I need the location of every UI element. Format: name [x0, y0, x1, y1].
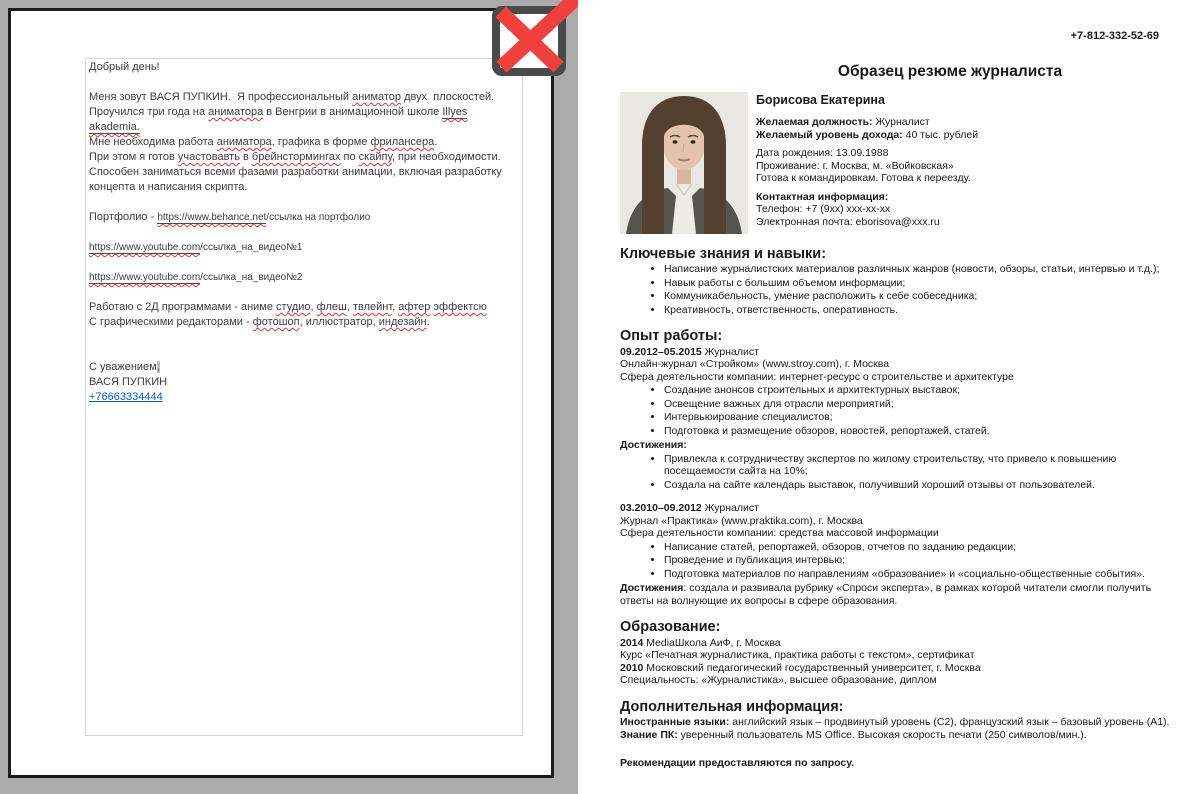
rejected-cross-icon: [487, 0, 579, 80]
relocation: Готова к командировкам. Готова к переезду.: [756, 172, 971, 184]
text-segment: С уважением: [89, 361, 157, 373]
letter-line: [89, 315, 519, 330]
text-segment: Работаю с 2Д программами - аниме: [89, 301, 277, 313]
duty-item: • Интервьюирование специалистов;: [664, 411, 1180, 424]
duty-item: • Подготовка материалов по направлениям «образование» и «социально-общественные события».: [664, 568, 1180, 581]
candidate-name: Борисова Екатерина: [756, 92, 885, 107]
letter-line: [89, 90, 519, 105]
text-segment: Портфолио -: [89, 211, 158, 223]
residence: Проживание: г. Москва, м. «Войковская»: [756, 159, 954, 172]
text-segment: https://www.youtube.com: [89, 242, 201, 253]
letter-line: [89, 285, 519, 300]
additional-item: Знание ПК: уверенный пользователь MS Office. Высокая скорость печати (250 символов/мин.).: [620, 728, 1087, 741]
text-segment: Проучился три года на: [89, 106, 209, 118]
resume-panel: [578, 0, 1194, 794]
duty-item: • Создание анонсов строительных и архитектурных выставок;: [664, 384, 1180, 397]
achievements-heading: Достижения:: [620, 439, 687, 451]
letter-line: [89, 225, 519, 240]
text-segment: аниматор: [352, 91, 402, 103]
contact-email: Электронная почта: eborisova@xxx.ru: [756, 215, 940, 228]
education-item: Специальность: «Журналистика», высшее образование, диплом: [620, 674, 937, 686]
letter-line: [89, 75, 519, 90]
text-segment: Способен заниматься всеми фазами разработки анимации, включая разработку: [89, 166, 502, 178]
skill-item: • Креативность, ответственность, оперативность.: [664, 304, 1180, 317]
skill-item: • Написание журналистских материалов различных жанров (новости, обзоры, статьи, интервью и т.д.);: [664, 263, 1180, 276]
resume-header: [620, 92, 1180, 234]
letter-line: [89, 165, 519, 180]
text-segment: С графическими редакторами -: [89, 316, 253, 328]
letter-line: [89, 300, 519, 315]
text-segment: akademia.: [89, 121, 140, 133]
text-segment: эффектсю: [433, 301, 487, 313]
letter-line: [89, 210, 519, 225]
job-period-role: 09.2012–05.2015 Журналист: [620, 345, 759, 358]
letter-line: [89, 195, 519, 210]
education-item: Курс «Печатная журналистика, практика работы с текстом», сертификат: [620, 649, 975, 661]
additional-list: [620, 716, 1180, 741]
text-segment: ВАСЯ ПУПКИН: [89, 376, 168, 388]
letter-line: [89, 180, 519, 195]
education-heading: Образование:: [620, 619, 721, 635]
text-segment: .: [434, 136, 438, 148]
skill-item: • Навык работы с большим объемом информации;: [664, 277, 1180, 290]
letter-line: [89, 345, 519, 360]
skills-heading: Ключевые знания и навыки:: [620, 245, 827, 262]
text-segment: ,: [310, 301, 317, 313]
text-segment: , графика в форме: [271, 136, 371, 148]
duty-item: • Написание статей, репортажей, обзоров, отчетов по заданию редакции;: [664, 541, 1180, 554]
job-achievements-list: [620, 453, 1180, 492]
desired-position: Желаемая должность: Журналист: [756, 116, 930, 128]
achievement-item: • Создала на сайте календарь выставок, получивший хороший отзывы от пользователей.: [664, 479, 1180, 492]
text-segment: Illyes: [442, 106, 468, 118]
skills-list: [620, 263, 1180, 316]
resume-contact-block: [756, 92, 978, 234]
experience-heading: Опыт работы:: [620, 328, 723, 344]
contact-phone: Телефон: +7 (9хх) ххх-хх-хх: [756, 203, 891, 215]
letter-line: [89, 60, 519, 75]
letter-line: [89, 330, 519, 345]
phone-link[interactable]: +76663334444: [89, 391, 163, 403]
job-company: Онлайн-журнал «Стройком» (www.stroy.com), г. Москва: [620, 358, 890, 370]
text-segment: , при необходимости.: [391, 151, 501, 163]
letter-panel: [0, 0, 578, 794]
letter-line: [89, 255, 519, 270]
job-entry-2: [620, 502, 1180, 607]
text-segment: При этом я готов: [89, 151, 178, 163]
candidate-photo: [620, 92, 748, 234]
text-segment: в Венгрии в анимационной школе: [263, 106, 443, 118]
job-sphere: Сфера деятельности компании: интернет-ресурс о строительстве и архитектуре: [620, 370, 1014, 383]
additional-heading: Дополнительная информация:: [620, 698, 844, 715]
text-segment: /ссылка_на_видео№1: [200, 242, 303, 253]
letter-page: [8, 8, 554, 778]
text-segment: твлейнт: [352, 301, 393, 313]
achievement-item: • Привлекла к сотрудничеству экспертов по жилому строительству, что привело к повышению посещаемости сайта на 10%;: [664, 453, 1180, 478]
letter-line: [89, 360, 519, 375]
letter-line: [89, 270, 519, 285]
text-segment: фрилансера: [370, 136, 435, 148]
text-segment: индезайн: [378, 316, 427, 328]
text-segment: двух плоскостей.: [401, 91, 495, 103]
education-item: 2014 MediaШкола АиФ, г. Москва: [620, 636, 781, 649]
text-segment: концепта и написания скрипта.: [89, 181, 248, 193]
letter-line: [89, 150, 519, 165]
text-segment: в: [239, 151, 252, 163]
education-item: 2010 Московский педагогический государственный университет, г. Москва: [620, 661, 981, 674]
text-segment: по: [340, 151, 359, 163]
job-period-role: 03.2010–09.2012 Журналист: [620, 502, 759, 514]
text-segment: https://www.youtube.com: [89, 272, 201, 283]
birth-date: Дата рождения: 13.09.1988: [756, 147, 889, 159]
text-segment: https://www.behance.net: [157, 212, 267, 223]
letter-line: [89, 240, 519, 255]
achievements-paragraph: Достижения: создала и развивала рубрику «Спроси эксперта», в рамках которой читатели смогли получить ответы на волнующие их вопросы в сфере образования.: [620, 582, 1152, 607]
duty-item: • Проведение и публикация интервью;: [664, 554, 1180, 567]
text-segment: скайпу: [358, 151, 392, 163]
text-segment: Добрый день!: [89, 61, 160, 73]
text-segment: аниматора: [208, 106, 264, 118]
text-segment: , иллюстратор,: [299, 316, 379, 328]
job-duties-list: [620, 541, 1180, 581]
duty-item: • Подготовка и размещение обзоров, новостей, репортажей, статей.: [664, 425, 1180, 438]
letter-line: [89, 135, 519, 150]
page-title: Образец резюме журналиста: [837, 63, 1063, 80]
text-segment: Мне необходима работа: [89, 136, 217, 148]
skill-item: • Коммуникабельность, умение расположить к себе собеседника;: [664, 290, 1180, 303]
desired-income: Желаемый уровень дохода: 40 тыс. рублей: [756, 128, 979, 141]
resume-phone: +7-812-332-52-69: [1070, 30, 1159, 42]
text-segment: фотошоп: [252, 316, 300, 328]
text-segment: афтер: [398, 301, 431, 313]
job-duties-list: [620, 384, 1180, 437]
text-segment: студио: [276, 301, 311, 313]
text-segment: ,: [156, 361, 160, 373]
contacts-heading: Контактная информация:: [756, 190, 889, 203]
references-note: Рекомендации предоставляются по запросу.: [620, 757, 855, 769]
text-segment: ,: [392, 301, 399, 313]
job-sphere: Сфера деятельности компании: средства массовой информации: [620, 527, 939, 539]
job-entry-1: [620, 346, 1180, 492]
text-segment: ,: [346, 301, 353, 313]
text-segment: флеш: [316, 301, 347, 313]
text-segment: .: [426, 316, 430, 328]
text-segment: аниматора: [216, 136, 272, 148]
letter-line: [89, 120, 519, 135]
text-segment: /ссылка на портфолио: [266, 212, 371, 223]
text-segment: брейнстормингах: [251, 151, 341, 163]
letter-line: [89, 390, 519, 405]
text-segment: Меня зовут ВАСЯ ПУПКИН. Я профессиональный: [89, 91, 353, 103]
portrait-illustration: [620, 92, 748, 234]
letter-line: [89, 105, 519, 120]
text-segment: участовавть: [177, 151, 240, 163]
job-company: Журнал «Практика» (www.praktika.com), г. Москва: [620, 514, 863, 527]
duty-item: • Освещение важных для отрасли мероприятий;: [664, 398, 1180, 411]
education-list: [620, 637, 1180, 687]
text-segment: /ссылка_на_видео№2: [200, 272, 303, 283]
letter-line: [89, 375, 519, 390]
letter-textbox[interactable]: [85, 58, 523, 736]
additional-item: Иностранные языки: английский язык – продвинутый уровень (С2), французский язык – базовый уровень (А1).: [620, 716, 1170, 728]
